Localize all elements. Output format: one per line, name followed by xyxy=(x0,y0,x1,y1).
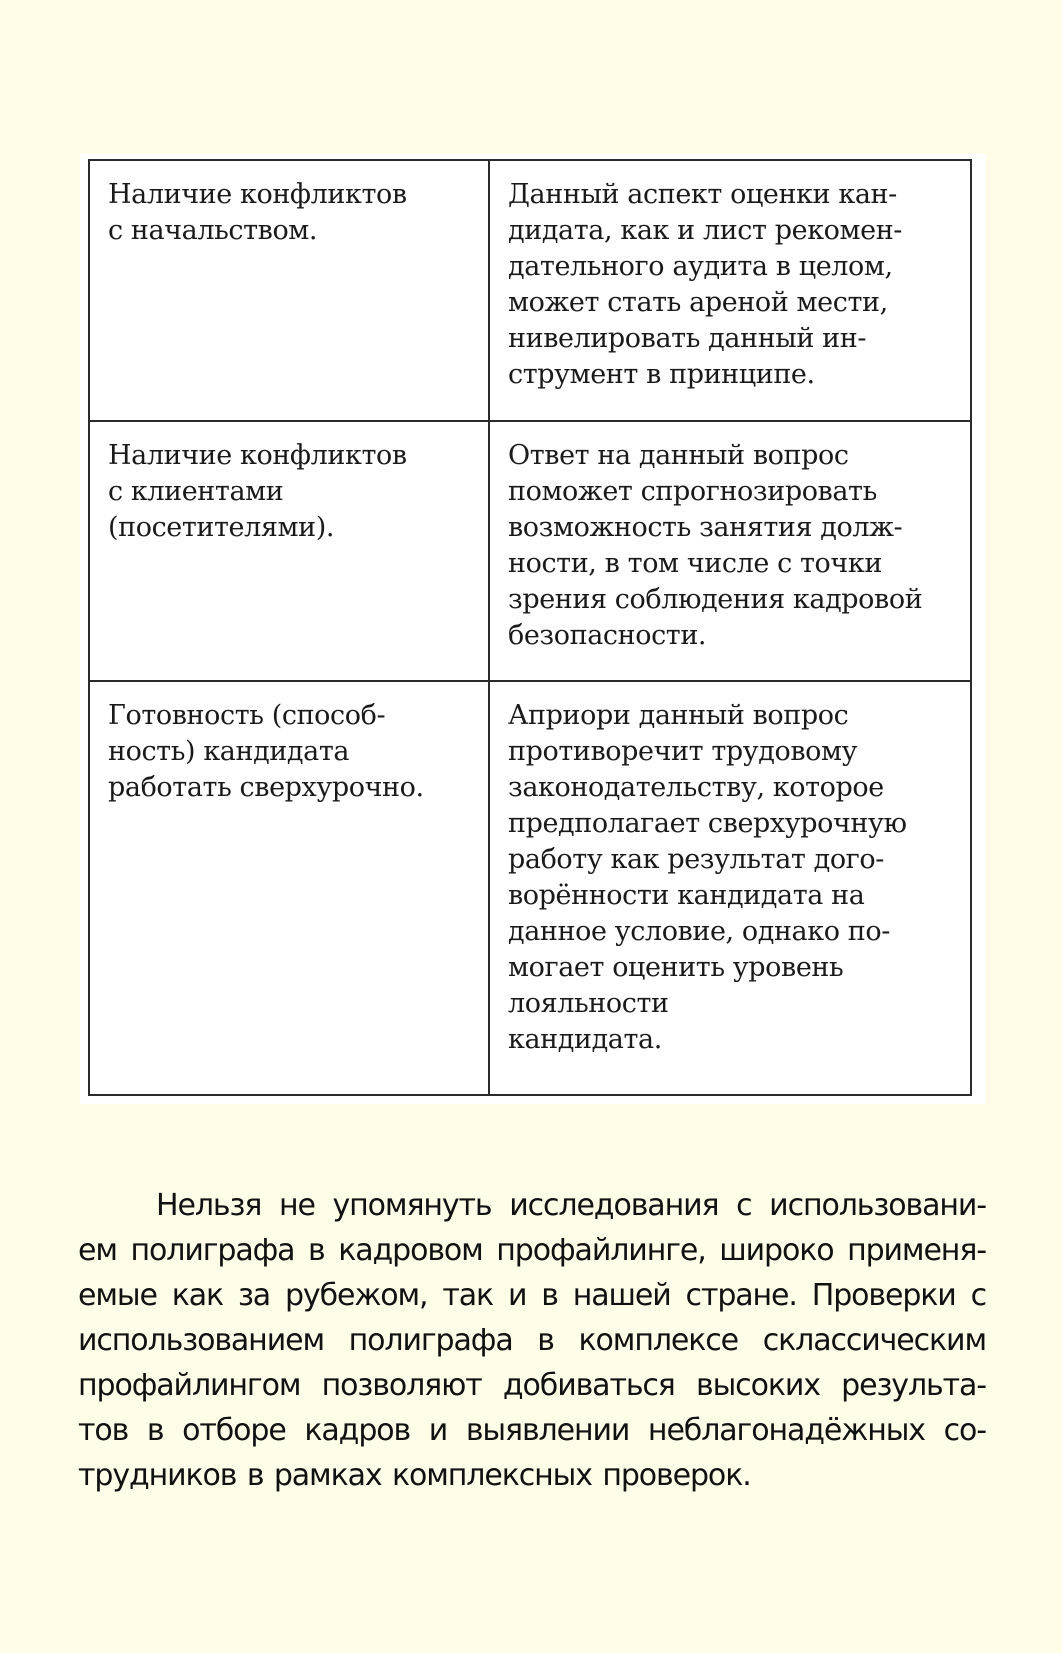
table-image xyxy=(80,154,986,1104)
body-paragraph xyxy=(78,1183,986,1498)
comment-cell xyxy=(489,681,971,1095)
criterion-cell xyxy=(89,160,489,421)
criterion-text: с начальством. xyxy=(108,215,318,246)
comment-text: поможет спрогнозировать xyxy=(508,476,877,507)
paragraph-line: емые как за рубежом, так и в нашей стране. Проверки с xyxy=(78,1278,986,1313)
comment-text: кандидата. xyxy=(508,1024,662,1055)
comment-text: зрения соблюдения кадровой xyxy=(508,584,923,615)
comment-text: дательного аудита в целом, xyxy=(508,251,893,282)
comment-text: работу как результат дого- xyxy=(508,844,885,875)
comment-text: Данный аспект оценки кан- xyxy=(508,179,897,210)
table-row xyxy=(89,681,971,1095)
paragraph-line: Нельзя не упомянуть исследования с использовани- xyxy=(156,1188,986,1223)
comment-text: безопасности. xyxy=(508,620,707,651)
comment-text: Ответ на данный вопрос xyxy=(508,440,849,471)
comment-text: законодательству, которое xyxy=(508,772,884,803)
comment-text: ворённости кандидата на xyxy=(508,880,865,911)
comment-text: нивелировать данный ин- xyxy=(508,323,867,354)
comment-text: Априори данный вопрос xyxy=(508,700,849,731)
table-row xyxy=(89,421,971,681)
criterion-cell xyxy=(89,681,489,1095)
criterion-cell xyxy=(89,421,489,681)
paragraph-line: использованием полиграфа в комплексе склассическим xyxy=(78,1323,986,1358)
comment-text: струмент в принципе. xyxy=(508,359,815,390)
comment-text: может стать ареной мести, xyxy=(508,287,888,318)
table-row xyxy=(89,160,971,421)
criterion-text: Готовность (способ- xyxy=(108,700,386,731)
comment-text: могает оценить уровень xyxy=(508,952,844,983)
comment-cell xyxy=(489,421,971,681)
criterion-text: Наличие конфликтов xyxy=(108,179,407,210)
comment-cell xyxy=(489,160,971,421)
criteria-table xyxy=(88,159,972,1096)
paragraph-line: профайлингом позволяют добиваться высоких результа- xyxy=(78,1368,986,1403)
criterion-text: (посетителями). xyxy=(108,512,335,543)
criterion-text: с клиентами xyxy=(108,476,284,507)
paragraph-line: трудников в рамках комплексных проверок. xyxy=(78,1458,751,1493)
paragraph-line: тов в отборе кадров и выявлении неблагонадёжных со- xyxy=(78,1413,986,1448)
comment-text: возможность занятия долж- xyxy=(508,512,903,543)
paragraph-line: ем полиграфа в кадровом профайлинге, широко применя- xyxy=(78,1233,986,1268)
comment-text: ности, в том числе с точки xyxy=(508,548,882,579)
criterion-text: работать сверхурочно. xyxy=(108,772,424,803)
comment-text: противоречит трудовому xyxy=(508,736,858,767)
comment-text: предполагает сверхурочную xyxy=(508,808,907,839)
criterion-text: ность) кандидата xyxy=(108,736,350,767)
criterion-text: Наличие конфликтов xyxy=(108,440,407,471)
comment-text: лояльности xyxy=(508,988,669,1019)
comment-text: дидата, как и лист рекомен- xyxy=(508,215,903,246)
comment-text: данное условие, однако по- xyxy=(508,916,890,947)
